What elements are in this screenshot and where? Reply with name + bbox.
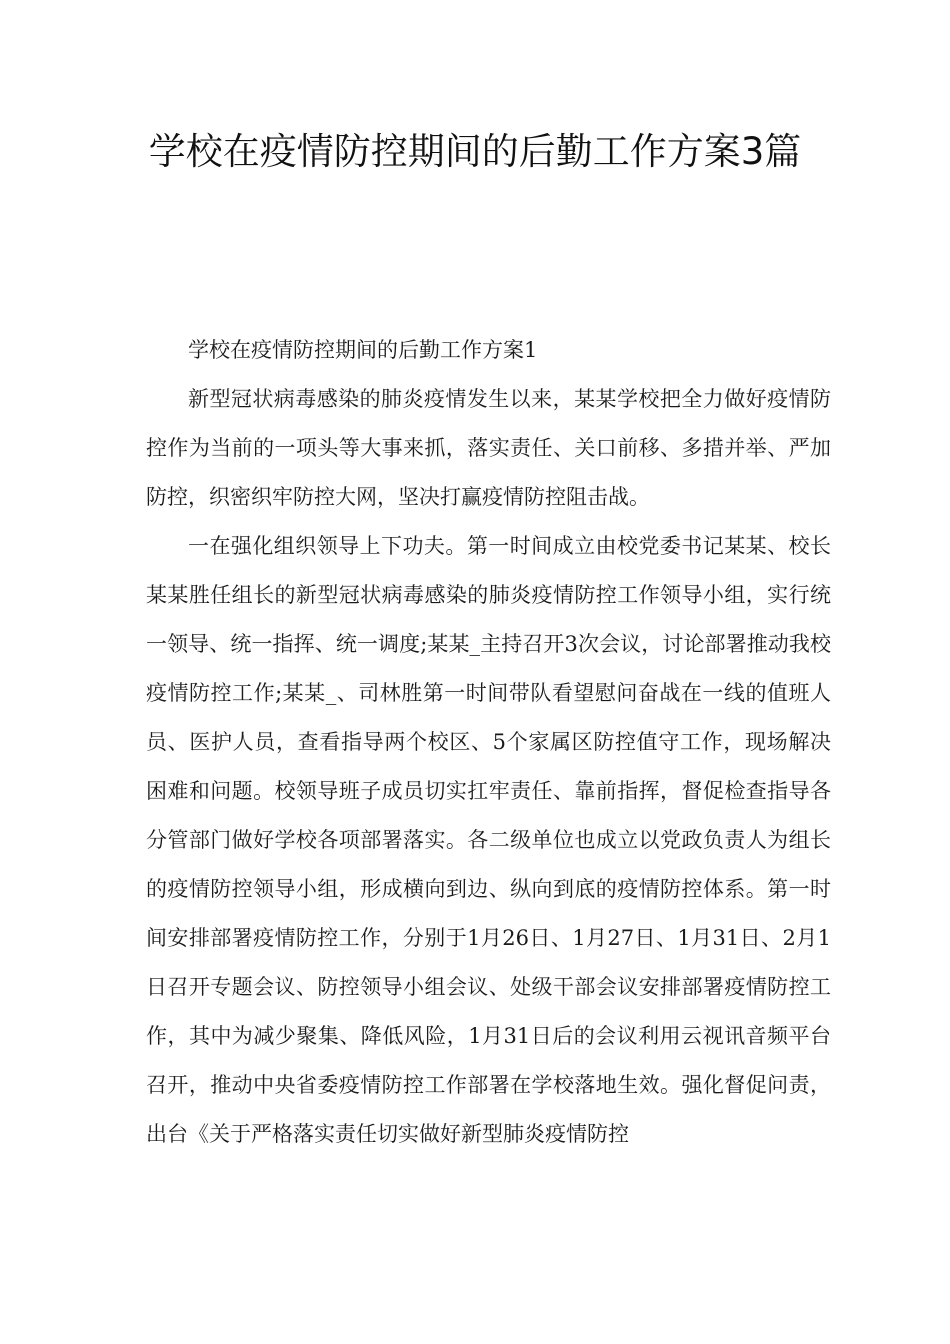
paragraph-organization: 一在强化组织领导上下功夫。第一时间成立由校党委书记某某、校长某某胜任组长的新型冠状病毒感染的肺炎疫情防控工作领导小组，实行统一领导、统一指挥、统一调度;某某_主持召开3次会议，讨论部署推动我校疫情防控工作;某某_、司林胜第一时间带队看望慰问奋战在一线的值班人员、医护人员，查看指导两个校区、5个家属区防控值守工作，现场解决困难和问题。校领导班子成员切实扛牢责任、靠前指挥，督促检查指导各分管部门做好学校各项部署落实。各二级单位也成立以党政负责人为组长的疫情防控领导小组，形成横向到边、纵向到底的疫情防控体系。第一时间安排部署疫情防控工作，分别于1月26日、1月27日、1月31日、2月1日召开专题会议、防控领导小组会议、处级干部会议安排部署疫情防控工作，其中为减少聚集、降低风险，1月31日后的会议利用云视讯音频平台召开，推动中央省委疫情防控工作部署在学校落地生效。强化督促问责，出台《关于严格落实责任切实做好新型肺炎疫情防控 xyxy=(146,534,831,1146)
document-title: 学校在疫情防控期间的后勤工作方案3篇 xyxy=(148,130,802,173)
section-heading: 学校在疫情防控期间的后勤工作方案1 xyxy=(188,338,538,362)
paragraph-intro: 新型冠状病毒感染的肺炎疫情发生以来，某某学校把全力做好疫情防控作为当前的一项头等大事来抓，落实责任、关口前移、多措并举、严加防控，织密织牢防控大网，坚决打赢疫情防控阻击战。 xyxy=(146,387,831,509)
document-body xyxy=(146,326,831,1159)
